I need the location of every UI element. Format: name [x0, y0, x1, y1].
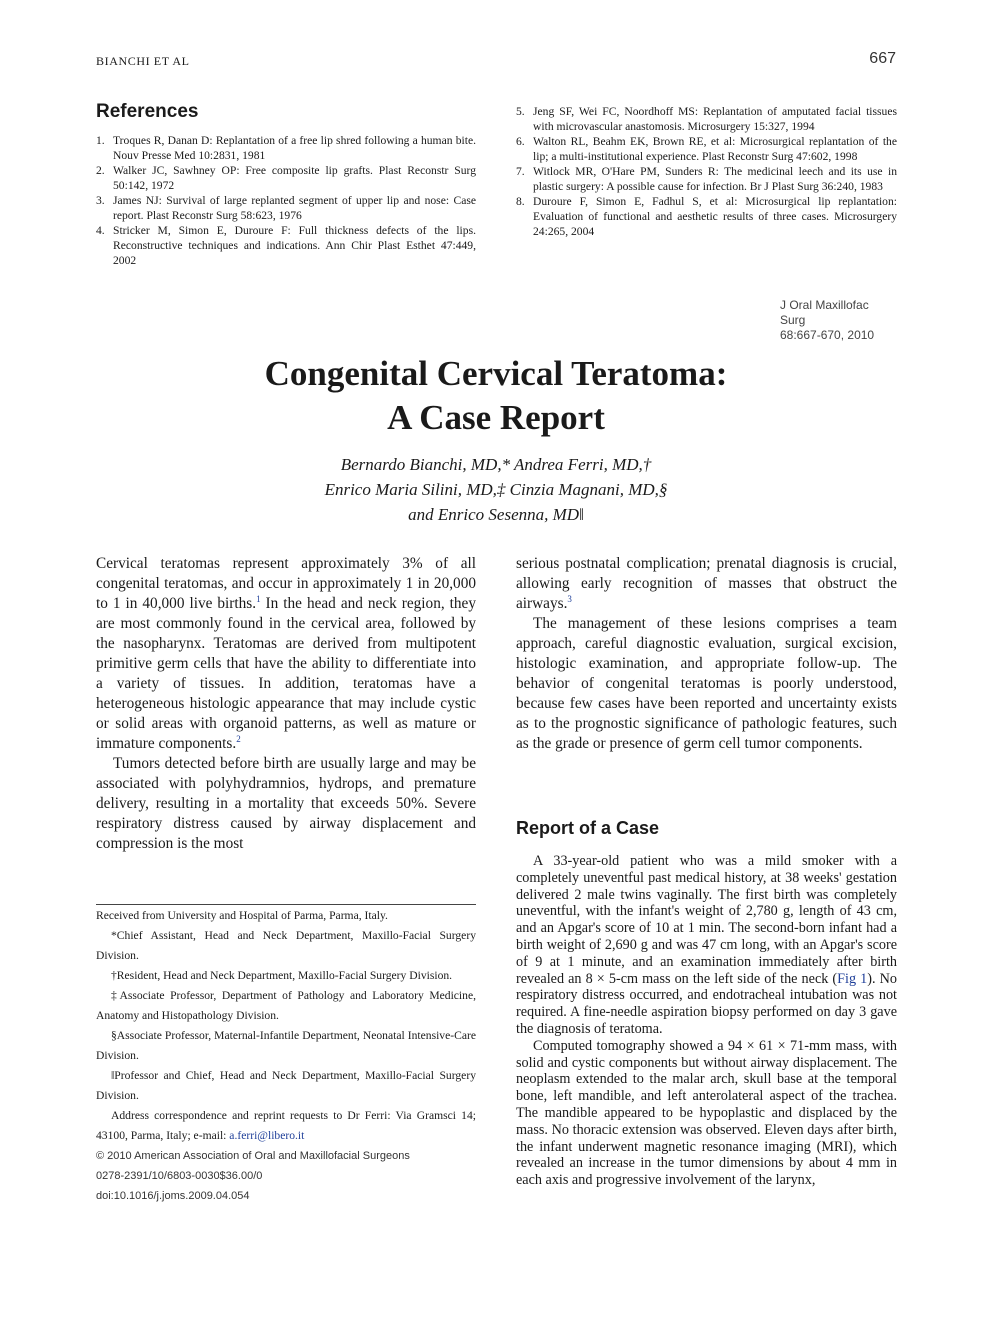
- case-paragraph-1: [516, 853, 897, 1038]
- footnote-received: Received from University and Hospital of Parma, Parma, Italy.: [96, 909, 388, 922]
- reference-item: [516, 104, 897, 134]
- title-line-1: Congenital Cervical Teratoma:: [264, 354, 728, 393]
- reference-number: 7.: [516, 165, 525, 178]
- reference-link-1[interactable]: 1: [256, 593, 261, 604]
- intro-paragraph-2-continued: [516, 554, 897, 614]
- citation-journal: J Oral Maxillofac Surg: [780, 298, 869, 327]
- reference-text: Stricker M, Simon E, Duroure F: Full thickness defects of the lips. Reconstructive techniques and indications. Ann Chir Plast Esthet 47:449, 2002: [113, 224, 476, 267]
- authors-line-2: Enrico Maria Silini, MD,‡ Cinzia Magnani, MD,§: [324, 480, 668, 499]
- reference-text: Troques R, Danan D: Replantation of a free lip shred following a human bite. Nouv Presse Med 10:2831, 1981: [113, 134, 476, 162]
- reference-number: 8.: [516, 195, 525, 208]
- footnote-author-2: †Resident, Head and Neck Department, Maxillo-Facial Surgery Division.: [111, 969, 453, 982]
- reference-item: [96, 133, 476, 163]
- reference-number: 2.: [96, 164, 105, 177]
- reference-link-2[interactable]: 2: [236, 733, 241, 744]
- journal-citation: [700, 298, 896, 343]
- case-report-body: [516, 853, 897, 1189]
- intro-p1-text-a: Cervical teratomas represent approximately 3% of all congenital teratomas, and occur in approximately 1 in 20,000 to 1 in 40,000 live births.: [96, 555, 476, 612]
- intro-paragraph-1: [96, 554, 476, 754]
- reference-item: [96, 163, 476, 193]
- reference-number: 6.: [516, 135, 525, 148]
- intro-paragraph-2: Tumors detected before birth are usually large and may be associated with polyhydramnios, hydrops, and premature delivery, resulting in a mortality that exceeds 50%. Severe respiratory distress caused by airway displacement and compression is the most: [96, 755, 476, 852]
- reference-item: [516, 134, 897, 164]
- author-list: [96, 452, 896, 527]
- intro-paragraph-3: The management of these lesions comprises a team approach, careful diagnostic evaluation, surgical excision, histologic examination, and appropriate follow-up. The behavior of congenital teratomas is poorly understood, because few cases have been reported and uncertainty exists as to the prognostic significance of pathologic features, such as the grade or presence of germ cell tumor components.: [516, 615, 897, 752]
- authors-line-1: Bernardo Bianchi, MD,* Andrea Ferri, MD,†: [340, 455, 652, 474]
- address-text: Address correspondence and reprint requests to Dr Ferri: Via Gramsci 14; 43100, Parma, Italy; e-mail:: [96, 1109, 476, 1142]
- references-list-right: [516, 104, 897, 239]
- reference-text: Jeng SF, Wei FC, Noordhoff MS: Replantation of amputated facial tissues with microvascular anastomosis. Microsurgery 15:327, 1994: [533, 105, 897, 133]
- reference-number: 1.: [96, 134, 105, 147]
- references-heading: References: [96, 101, 199, 122]
- reference-number: 3.: [96, 194, 105, 207]
- reference-text: Witlock MR, O'Hare PM, Sunders R: The medicinal leech and its use in plastic surgery: A possible cause for infection. Br J Plast Surg 36:240, 1983: [533, 165, 897, 193]
- case-report-heading: Report of a Case: [516, 818, 660, 838]
- intro-p1-text-b: In the head and neck region, they are most commonly found in the cervical area, followed by the nasopharynx. Teratomas are derived from multipotent primitive germ cells that have the ability to differentiate into a variety of tissues. In addition, teratomas have a heterogeneous histologic appearance that may include cystic or solid areas with organoid patterns, as well as mature or immature components.: [96, 595, 476, 752]
- page-number: 667: [869, 50, 896, 67]
- footnote-author-4: §Associate Professor, Maternal-Infantile Department, Neonatal Intensive-Care Division.: [96, 1029, 476, 1062]
- case-p1-text-b: ). No respiratory distress occurred, and endotracheal intubation was not required. A fine-needle aspiration biopsy performed on day 3 gave the diagnosis of teratoma.: [516, 970, 897, 1037]
- reference-item: [96, 223, 476, 268]
- intro-p2-cont-text: serious postnatal complication; prenatal diagnosis is crucial, allowing early recognition of masses that obstruct the airways.: [516, 555, 897, 612]
- reference-item: [96, 193, 476, 223]
- case-p1-text-a: A 33-year-old patient who was a mild smoker with a completely uneventful past medical history, at 38 weeks' gestation delivered 2 male twins vaginally. The first birth was completely uneventful, with the infant's weight of 2,780 g, length of 43 cm, and an Apgar's score of 10 at 1 min. The second-born infant had a birth weight of 2,690 g and was 47 cm long, with an Apgar's score of 9 at 1 minute, and an examination immediately after birth revealed an 8 × 5-cm mass on the left side of the neck (: [516, 853, 897, 987]
- citation-volume: 68:667-670, 2010: [780, 328, 875, 342]
- intro-column-left: [96, 554, 476, 854]
- title-line-2: A Case Report: [387, 398, 605, 437]
- references-list-left: [96, 133, 476, 268]
- case-paragraph-2: Computed tomography showed a 94 × 61 × 71-mm mass, with solid and cystic components but without airway displacement. The neoplasm extended to the malar arch, skull base at the temporal bone, left mandible, and left anterolateral aspect of the trachea. The mandible appeared to be hypoplastic and displaced by the mass. No thoracic extension was observed. Eleven days after birth, the infant underwent magnetic resonance imaging (MRI), which revealed an increase in the tumor dimensions by about 4 mm in each axis and progressive involvement of the larynx,: [516, 1037, 897, 1189]
- article-title: [96, 352, 896, 440]
- footnote-author-1: *Chief Assistant, Head and Neck Department, Maxillo-Facial Surgery Division.: [96, 929, 476, 962]
- figure-link[interactable]: Fig 1: [837, 970, 868, 987]
- footnote-doi[interactable]: doi:10.1016/j.joms.2009.04.054: [96, 1190, 250, 1202]
- email-link[interactable]: a.ferri@libero.it: [229, 1129, 305, 1142]
- reference-number: 4.: [96, 224, 105, 237]
- reference-text: Duroure F, Simon E, Fadhul S, et al: Microsurgical lip replantation: Evaluation of functional and aesthetic results of three cases. Microsurgery 24:265, 2004: [533, 195, 897, 238]
- reference-item: [516, 194, 897, 239]
- footnote-address: [96, 1106, 476, 1146]
- footnote-issn: 0278-2391/10/6803-0030$36.00/0: [96, 1170, 263, 1182]
- reference-text: Walton RL, Beahm EK, Brown RE, et al: Microsurgical replantation of the lip; a multi-institutional experience. Plast Reconstr Surg 47:602, 1998: [533, 135, 897, 163]
- reference-item: [516, 164, 897, 194]
- footnote-copyright: © 2010 American Association of Oral and Maxillofacial Surgeons: [96, 1150, 410, 1162]
- intro-column-right: [516, 554, 897, 754]
- reference-number: 5.: [516, 105, 525, 118]
- footnotes: [96, 906, 476, 1206]
- footnote-author-3: ‡Associate Professor, Department of Pathology and Laboratory Medicine, Anatomy and Histopathology Division.: [96, 989, 476, 1022]
- reference-link-3[interactable]: 3: [567, 593, 572, 604]
- reference-text: Walker JC, Sawhney OP: Free composite lip grafts. Plast Reconstr Surg 50:142, 1972: [113, 164, 476, 192]
- authors-line-3: and Enrico Sesenna, MD‖: [408, 505, 584, 524]
- footnote-author-5: ‖Professor and Chief, Head and Neck Department, Maxillo-Facial Surgery Division.: [96, 1069, 476, 1102]
- footnote-divider: [96, 904, 476, 905]
- reference-text: James NJ: Survival of large replanted segment of upper lip and nose: Case report. Plast Reconstr Surg 58:623, 1976: [113, 194, 476, 222]
- running-head: BIANCHI ET AL: [96, 54, 190, 68]
